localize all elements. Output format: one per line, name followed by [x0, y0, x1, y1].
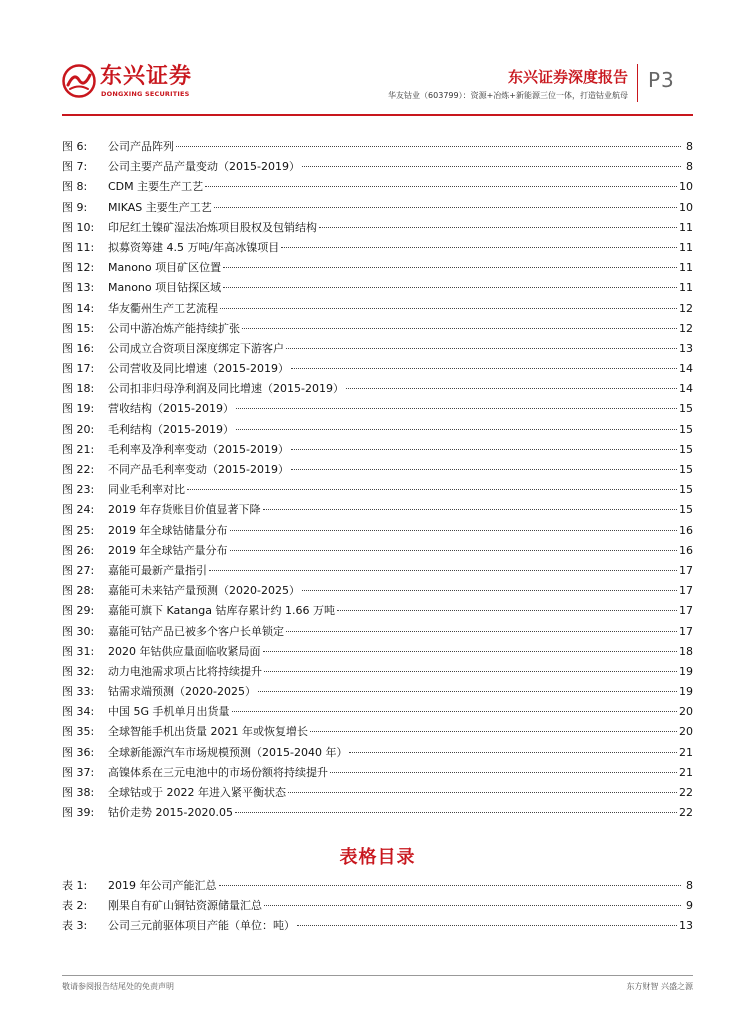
entry-page: 8	[686, 160, 693, 174]
entry-number: 图 35:	[62, 725, 95, 739]
table-entry[interactable]	[62, 896, 693, 916]
figure-entry[interactable]	[62, 359, 693, 379]
entry-page: 15	[679, 483, 693, 497]
entry-number: 图 7:	[62, 160, 88, 174]
entry-number: 图 25:	[62, 523, 95, 537]
dot-leader	[176, 146, 681, 147]
figure-entry[interactable]	[62, 460, 693, 480]
figure-entry[interactable]	[62, 763, 693, 783]
dot-leader	[205, 186, 677, 187]
dot-leader	[230, 550, 678, 551]
entry-title: 不同产品毛利率变动（2015-2019）	[108, 463, 289, 476]
header-rule	[62, 114, 693, 116]
entry-title: 公司成立合资项目深度绑定下游客户	[108, 341, 284, 355]
entry-title: 中国 5G 手机单月出货量	[108, 705, 230, 719]
entry-page: 22	[679, 806, 693, 820]
dot-leader	[219, 885, 682, 886]
dot-leader	[209, 570, 677, 571]
dot-leader	[346, 388, 677, 389]
dot-leader	[223, 267, 677, 268]
dot-leader	[220, 308, 677, 309]
dot-leader	[337, 610, 677, 611]
entry-number: 图 24:	[62, 503, 95, 517]
entry-title: 2019 年公司产能汇总	[108, 879, 217, 892]
entry-page: 10	[679, 180, 693, 194]
entry-title: Manono 项目矿区位置	[108, 261, 222, 275]
report-subtitle: 华友钴业（603799）：资源+冶炼+新能源三位一体，打造钴业航母	[388, 91, 628, 100]
entry-page: 15	[679, 463, 693, 476]
table-list	[62, 876, 693, 937]
entry-page: 16	[679, 523, 693, 537]
figure-entry[interactable]	[62, 319, 693, 339]
entry-title: 高镍体系在三元电池中的市场份额将持续提升	[108, 765, 328, 779]
entry-page: 19	[679, 685, 693, 699]
dot-leader	[242, 328, 677, 329]
report-title: 东兴证券深度报告	[507, 68, 628, 86]
dot-leader	[236, 429, 677, 430]
entry-page: 20	[679, 725, 693, 739]
figure-entry[interactable]	[62, 278, 693, 298]
figure-entry[interactable]	[62, 379, 693, 399]
dot-leader	[263, 651, 678, 652]
figure-entry[interactable]	[62, 682, 693, 702]
entry-title: 2019 年存货账目价值显著下降	[108, 503, 261, 517]
entry-number: 表 1:	[62, 879, 88, 892]
dot-leader	[258, 691, 677, 692]
entry-title: 公司主要产品产量变动（2015-2019）	[108, 160, 300, 174]
logo-english-name: DONGXING SECURITIES	[101, 90, 190, 98]
entry-title: 动力电池需求项占比将持续提升	[108, 664, 262, 678]
figure-entry[interactable]	[62, 662, 693, 682]
entry-number: 表 3:	[62, 919, 88, 933]
entry-number: 图 36:	[62, 745, 95, 759]
entry-title: 全球智能手机出货量 2021 年或恢复增长	[108, 725, 308, 739]
entry-page: 11	[679, 240, 693, 254]
entry-page: 11	[679, 281, 693, 295]
entry-title: 嘉能可旗下 Katanga 钴库存累计约 1.66 万吨	[108, 604, 335, 618]
entry-number: 图 19:	[62, 402, 95, 416]
dongxing-logo-icon	[62, 64, 96, 98]
dot-leader	[349, 752, 677, 753]
figure-entry[interactable]	[62, 722, 693, 742]
entry-title: 嘉能可最新产量指引	[108, 563, 207, 577]
figure-entry[interactable]	[62, 137, 693, 157]
entry-title: 钴需求端预测（2020-2025）	[108, 685, 256, 699]
entry-page: 15	[679, 442, 693, 456]
figure-entry[interactable]	[62, 601, 693, 621]
entry-page: 22	[679, 786, 693, 799]
dot-leader	[288, 792, 677, 793]
entry-title: 全球钴或于 2022 年进入紧平衡状态	[108, 786, 286, 799]
entry-number: 图 39:	[62, 806, 95, 820]
figure-entry[interactable]	[62, 218, 693, 238]
entry-title: 全球新能源汽车市场规模预测（2015-2040 年）	[108, 745, 348, 759]
entry-number: 图 20:	[62, 422, 95, 436]
entry-number: 图 12:	[62, 261, 95, 275]
figure-entry[interactable]	[62, 258, 693, 278]
dot-leader	[223, 287, 677, 288]
figure-entry[interactable]	[62, 500, 693, 520]
entry-page: 12	[679, 301, 693, 315]
entry-page: 19	[679, 664, 693, 678]
entry-number: 图 26:	[62, 543, 95, 557]
dot-leader	[281, 247, 677, 248]
entry-title: 公司营收及同比增速（2015-2019）	[108, 362, 289, 376]
figure-entry[interactable]	[62, 339, 693, 359]
entry-title: 2020 年钴供应量面临收紧局面	[108, 644, 261, 658]
entry-page: 10	[679, 200, 693, 214]
entry-number: 图 18:	[62, 382, 95, 396]
entry-page: 17	[679, 604, 693, 618]
dot-leader	[286, 348, 677, 349]
footer-disclaimer: 敬请参阅报告结尾处的免责声明	[62, 982, 174, 991]
entry-number: 图 30:	[62, 624, 95, 638]
entry-page: 12	[679, 321, 693, 335]
figure-entry[interactable]	[62, 743, 693, 763]
entry-page: 17	[679, 624, 693, 638]
entry-title: 2019 年全球钴储量分布	[108, 523, 228, 537]
entry-number: 图 28:	[62, 584, 95, 598]
entry-number: 图 13:	[62, 281, 95, 295]
logo-chinese-name: 东兴证券	[100, 64, 193, 89]
figure-entry[interactable]	[62, 299, 693, 319]
entry-number: 图 21:	[62, 442, 95, 456]
entry-page: 15	[679, 402, 693, 416]
dot-leader	[297, 925, 677, 926]
entry-title: 营收结构（2015-2019）	[108, 402, 234, 416]
dot-leader	[214, 207, 677, 208]
page-header	[0, 0, 755, 125]
entry-page: 21	[679, 765, 693, 779]
entry-title: 同业毛利率对比	[108, 483, 185, 497]
entry-title: 公司中游冶炼产能持续扩张	[108, 321, 240, 335]
figure-entry[interactable]	[62, 642, 693, 662]
figure-entry[interactable]	[62, 198, 693, 218]
entry-number: 图 23:	[62, 483, 95, 497]
entry-page: 18	[679, 644, 693, 658]
entry-number: 图 9:	[62, 200, 88, 214]
entry-page: 17	[679, 563, 693, 577]
figure-entry[interactable]	[62, 803, 693, 823]
figure-entry[interactable]	[62, 783, 693, 803]
dot-leader	[235, 812, 677, 813]
entry-number: 图 16:	[62, 341, 95, 355]
entry-title: 嘉能可钴产品已被多个客户长单锁定	[108, 624, 284, 638]
entry-page: 8	[686, 879, 693, 892]
entry-number: 图 14:	[62, 301, 95, 315]
figure-entry[interactable]	[62, 521, 693, 541]
tables-section-title: 表格目录	[339, 847, 416, 868]
entry-title: Manono 项目钻探区域	[108, 281, 222, 295]
entry-number: 图 31:	[62, 644, 95, 658]
table-entry[interactable]	[62, 916, 693, 936]
dot-leader	[232, 711, 677, 712]
dot-leader	[291, 469, 677, 470]
entry-page: 20	[679, 705, 693, 719]
dot-leader	[187, 489, 677, 490]
entry-page: 11	[679, 261, 693, 275]
figure-entry[interactable]	[62, 399, 693, 419]
entry-number: 图 32:	[62, 664, 95, 678]
entry-title: 拟募资筹建 4.5 万吨/年高冰镍项目	[108, 240, 280, 254]
footer-rule	[62, 975, 693, 976]
entry-title: 印尼红土镍矿湿法冶炼项目股权及包销结构	[108, 220, 317, 234]
dot-leader	[264, 905, 681, 906]
entry-page: 13	[679, 919, 693, 933]
entry-number: 图 29:	[62, 604, 95, 618]
figure-entry[interactable]	[62, 157, 693, 177]
figure-entry[interactable]	[62, 238, 693, 258]
dot-leader	[302, 590, 677, 591]
figure-entry[interactable]	[62, 541, 693, 561]
dot-leader	[330, 772, 677, 773]
page-number: P3	[648, 68, 675, 92]
entry-title: 毛利率及净利率变动（2015-2019）	[108, 442, 289, 456]
entry-number: 图 15:	[62, 321, 95, 335]
company-logo	[62, 64, 192, 104]
entry-number: 图 38:	[62, 786, 95, 799]
table-entry[interactable]	[62, 876, 693, 896]
entry-page: 15	[679, 422, 693, 436]
figure-entry[interactable]	[62, 622, 693, 642]
figure-entry[interactable]	[62, 561, 693, 581]
figure-entry[interactable]	[62, 480, 693, 500]
dot-leader	[310, 731, 677, 732]
entry-page: 13	[679, 341, 693, 355]
entry-number: 图 37:	[62, 765, 95, 779]
entry-title: 公司扣非归母净利润及同比增速（2015-2019）	[108, 382, 344, 396]
dot-leader	[263, 509, 678, 510]
dot-leader	[302, 166, 681, 167]
entry-page: 11	[679, 220, 693, 234]
entry-title: 公司三元前驱体项目产能（单位：吨）	[108, 919, 295, 933]
dot-leader	[264, 671, 677, 672]
entry-number: 图 17:	[62, 362, 95, 376]
figure-list	[62, 137, 693, 823]
dot-leader	[230, 530, 678, 531]
entry-title: 华友衢州生产工艺流程	[108, 301, 218, 315]
header-divider	[637, 64, 638, 102]
entry-page: 14	[679, 362, 693, 376]
entry-title: MIKAS 主要生产工艺	[108, 200, 212, 214]
entry-page: 17	[679, 584, 693, 598]
figure-entry[interactable]	[62, 177, 693, 197]
dot-leader	[286, 631, 677, 632]
entry-title: 刚果自有矿山铜钴资源储量汇总	[108, 899, 262, 913]
entry-page: 21	[679, 745, 693, 759]
dot-leader	[291, 368, 677, 369]
entry-page: 15	[679, 503, 693, 517]
figure-entry[interactable]	[62, 440, 693, 460]
entry-number: 图 10:	[62, 220, 95, 234]
entry-title: 嘉能可未来钴产量预测（2020-2025）	[108, 584, 300, 598]
entry-number: 图 33:	[62, 685, 95, 699]
dot-leader	[291, 449, 677, 450]
entry-number: 图 11:	[62, 240, 95, 254]
entry-number: 图 34:	[62, 705, 95, 719]
entry-page: 8	[686, 140, 693, 153]
dot-leader	[236, 408, 677, 409]
entry-page: 16	[679, 543, 693, 557]
entry-number: 图 6:	[62, 140, 88, 153]
dot-leader	[319, 227, 677, 228]
entry-title: 毛利结构（2015-2019）	[108, 422, 234, 436]
entry-number: 图 27:	[62, 563, 95, 577]
figure-entry[interactable]	[62, 702, 693, 722]
entry-page: 14	[679, 382, 693, 396]
figure-entry[interactable]	[62, 581, 693, 601]
entry-title: 公司产品阵列	[108, 140, 174, 153]
entry-title: CDM 主要生产工艺	[108, 180, 204, 194]
entry-number: 表 2:	[62, 899, 88, 913]
entry-number: 图 22:	[62, 463, 95, 476]
entry-number: 图 8:	[62, 180, 88, 194]
entry-title: 2019 年全球钴产量分布	[108, 543, 228, 557]
figure-entry[interactable]	[62, 420, 693, 440]
footer-slogan: 东方财智 兴盛之源	[626, 982, 693, 991]
entry-title: 钴价走势 2015-2020.05	[108, 806, 233, 820]
entry-page: 9	[686, 899, 693, 913]
